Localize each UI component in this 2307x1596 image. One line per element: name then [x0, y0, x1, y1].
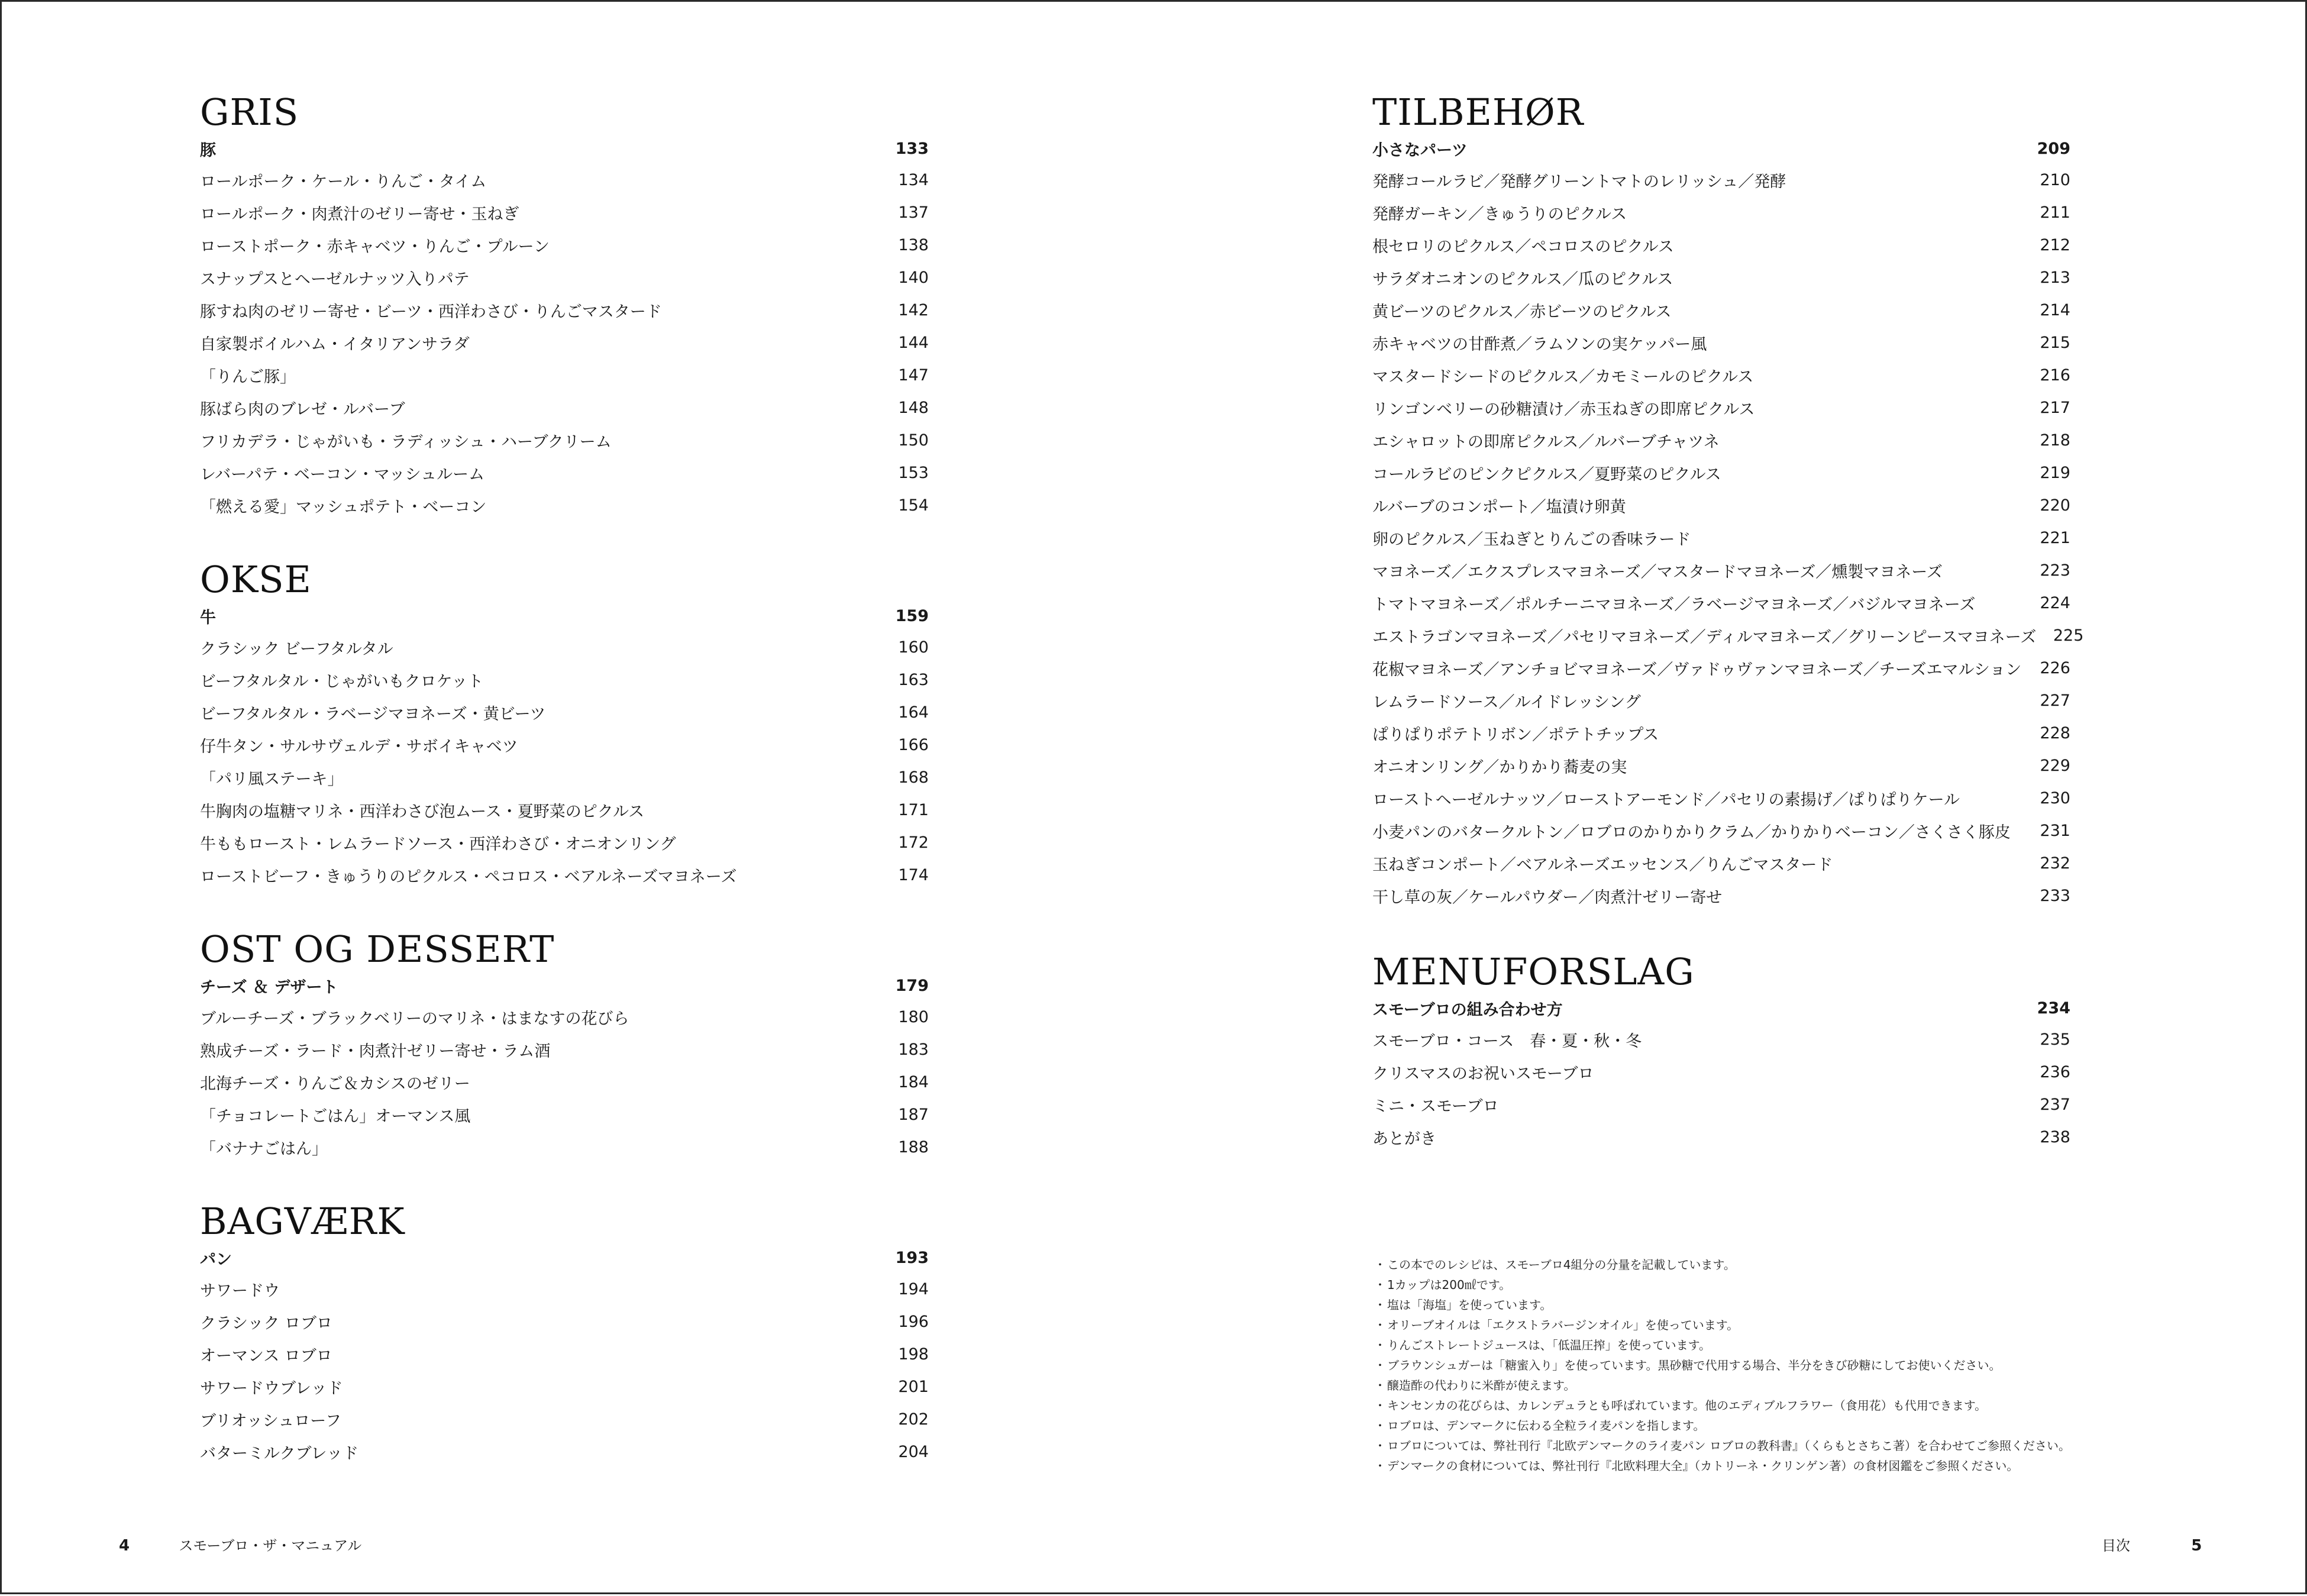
toc-entry	[200, 1403, 929, 1436]
entry-title: 豚ばら肉のブレゼ・ルバーブ	[200, 400, 405, 419]
page-number: 154	[898, 496, 929, 515]
note-text: 1カップは200㎖です。	[1387, 1278, 1511, 1292]
entry-title: サワードウ	[200, 1282, 280, 1300]
note-item	[1374, 1375, 2143, 1395]
section-subtitle: 豚	[200, 141, 216, 160]
page-number: 187	[898, 1106, 929, 1124]
entry-title: ローストヘーゼルナッツ／ローストアーモンド／パセリの素揚げ／ぱりぱりケール	[1372, 791, 1960, 809]
toc-section	[200, 92, 929, 522]
toc-entry	[1372, 457, 2070, 489]
entry-title: ミニ・スモーブロ	[1372, 1097, 1499, 1116]
page-number: 153	[898, 464, 929, 482]
bullet: ・	[1374, 1338, 1386, 1352]
section-title: TILBEHØR	[1372, 91, 1584, 134]
toc-section	[200, 1201, 929, 1468]
toc-entry	[200, 1306, 929, 1338]
toc-entry	[1372, 880, 2070, 912]
running-section-title: 目次	[2102, 1537, 2130, 1554]
page-number: 230	[2040, 789, 2070, 807]
toc-entry	[200, 359, 929, 392]
entry-title: ぱりぱりポテトリボン／ポテトチップス	[1372, 726, 1659, 744]
page-number: 238	[2040, 1128, 2070, 1146]
entry-title: コールラビのピンクピクルス／夏野菜のピクルス	[1372, 466, 1721, 484]
toc-entry	[1372, 749, 2070, 782]
note-text: オリーブオイルは「エクストラバージンオイル」を使っています。	[1387, 1318, 1739, 1332]
toc-entry	[1372, 359, 2070, 392]
toc-entry	[200, 327, 929, 359]
toc-section	[200, 559, 929, 891]
page-number: 150	[898, 431, 929, 450]
bullet: ・	[1374, 1459, 1386, 1473]
toc-entry	[200, 489, 929, 522]
page-number: 147	[898, 366, 929, 385]
toc-entry	[200, 294, 929, 327]
section-title: OKSE	[200, 558, 312, 601]
toc-entry	[1372, 847, 2070, 880]
entry-title: マヨネーズ／エクスプレスマヨネーズ／マスタードマヨネーズ／燻製マヨネーズ	[1372, 563, 1943, 581]
toc-entry	[1372, 392, 2070, 424]
entry-title: エシャロットの即席ピクルス／ルバーブチャツネ	[1372, 433, 1720, 451]
bullet: ・	[1374, 1439, 1386, 1453]
section-subtitle: 牛	[200, 608, 216, 627]
entry-title: 発酵ガーキン／きゅうりのピクルス	[1372, 205, 1627, 224]
entry-title: クラシック ビーフタルタル	[200, 640, 393, 658]
page-number: 214	[2040, 301, 2070, 319]
page-number-right: 5	[2191, 1537, 2202, 1555]
notes-list	[1374, 1255, 2143, 1476]
entry-title: 「りんご豚」	[200, 368, 296, 386]
note-text: デンマークの食材については、弊社刊行『北欧料理大全』（カトリーネ・クリンゲン著）の食材図鑑をご参照ください。	[1387, 1459, 2019, 1473]
page-number: 179	[895, 976, 929, 995]
entry-title: スナップスとヘーゼルナッツ入りパテ	[200, 270, 470, 289]
entry-title: レムラードソース／ルイドレッシング	[1372, 693, 1641, 712]
left-page	[2, 2, 1155, 1596]
toc-entry	[1372, 619, 2084, 652]
page-number: 133	[895, 139, 929, 158]
page-number: 159	[895, 606, 929, 625]
page-number: 211	[2040, 203, 2070, 222]
toc-entry	[1372, 782, 2070, 815]
note-item	[1374, 1335, 2143, 1355]
entry-title: 赤キャベツの甘酢煮／ラムソンの実ケッパー風	[1372, 335, 1707, 354]
page-number: 227	[2040, 692, 2070, 710]
entry-title: クリスマスのお祝いスモーブロ	[1372, 1065, 1594, 1083]
page-number: 213	[2040, 269, 2070, 287]
page-number: 233	[2040, 887, 2070, 905]
page-number: 142	[898, 301, 929, 319]
page-number: 201	[898, 1378, 929, 1396]
toc-entry	[200, 196, 929, 229]
entry-title: サワードウブレッド	[200, 1379, 343, 1398]
toc-entry	[200, 229, 929, 261]
entry-title: 「チョコレートごはん」オーマンス風	[200, 1107, 471, 1126]
toc-entry	[200, 826, 929, 859]
left-toc-column	[200, 92, 929, 1468]
page-number-left: 4	[119, 1537, 130, 1555]
note-item	[1374, 1275, 2143, 1295]
bullet: ・	[1374, 1419, 1386, 1433]
section-title: GRIS	[200, 91, 299, 134]
section-title: BAGVÆRK	[200, 1200, 405, 1243]
toc-entry	[1372, 522, 2070, 554]
toc-entry	[1372, 196, 2070, 229]
toc-entry	[1372, 294, 2070, 327]
toc-entry	[200, 261, 929, 294]
toc-entry	[200, 424, 929, 457]
toc-entry	[200, 664, 929, 696]
entry-title: ルバーブのコンポート／塩漬け卵黄	[1372, 498, 1626, 516]
toc-entry	[1372, 1056, 2070, 1088]
running-title: スモーブロ・ザ・マニュアル	[179, 1537, 362, 1554]
toc-entry	[1372, 587, 2070, 619]
bullet: ・	[1374, 1358, 1386, 1372]
toc-entry	[1372, 327, 2070, 359]
right-toc-column	[1372, 91, 2084, 1154]
section-subtitle-row	[1372, 993, 2070, 1023]
entry-title: 花椒マヨネーズ／アンチョビマヨネーズ／ヴァドゥヴァンマヨネーズ／チーズエマルション	[1372, 661, 2022, 679]
note-item	[1374, 1255, 2143, 1275]
entry-title: ビーフタルタル・じゃがいもクロケット	[200, 673, 484, 691]
entry-title: レバーパテ・ベーコン・マッシュルーム	[200, 466, 485, 484]
entry-title: 卵のピクルス／玉ねぎとりんごの香味ラード	[1372, 531, 1691, 549]
toc-entry	[1372, 815, 2070, 847]
page-number: 229	[2040, 757, 2070, 775]
toc-entry	[1372, 684, 2070, 717]
note-text: キンセンカの花びらは、カレンデュラとも呼ばれています。他のエディブルフラワー（食用花）も代用できます。	[1387, 1398, 1987, 1413]
toc-entry	[1372, 261, 2070, 294]
entry-title: ブルーチーズ・ブラックベリーのマリネ・はまなすの花びら	[200, 1010, 629, 1028]
entry-title: オニオンリング／かりかり蕎麦の実	[1372, 758, 1627, 777]
entry-title: 「パリ風ステーキ」	[200, 770, 344, 789]
page-number: 174	[898, 866, 929, 884]
entry-title: サラダオニオンのピクルス／瓜のピクルス	[1372, 270, 1673, 289]
entry-title: 豚すね肉のゼリー寄せ・ビーツ・西洋わさび・りんごマスタード	[200, 303, 662, 321]
toc-entry	[200, 1273, 929, 1306]
toc-entry	[1372, 424, 2070, 457]
toc-entry	[200, 164, 929, 196]
page-number: 202	[898, 1410, 929, 1429]
entry-title: あとがき	[1372, 1130, 1436, 1148]
toc-entry	[1372, 717, 2070, 749]
note-item	[1374, 1315, 2143, 1335]
page-number: 193	[895, 1248, 929, 1267]
toc-entry	[1372, 1023, 2070, 1056]
right-footer	[2102, 1537, 2202, 1555]
page-number: 218	[2040, 431, 2070, 450]
entry-title: 黄ビーツのピクルス／赤ビーツのピクルス	[1372, 303, 1672, 321]
entry-title: ローストビーフ・きゅうりのピクルス・ペコロス・ベアルネーズマヨネーズ	[200, 868, 737, 886]
entry-title: 北海チーズ・りんご＆カシスのゼリー	[200, 1075, 470, 1093]
entry-title: 自家製ボイルハム・イタリアンサラダ	[200, 335, 470, 354]
page-number: 148	[898, 399, 929, 417]
note-item	[1374, 1295, 2143, 1315]
toc-entry	[1372, 1088, 2070, 1121]
note-item	[1374, 1355, 2143, 1375]
entry-title: 牛胸肉の塩糖マリネ・西洋わさび泡ムース・夏野菜のピクルス	[200, 803, 645, 821]
entry-title: 発酵コールラビ／発酵グリーントマトのレリッシュ／発酵	[1372, 173, 1786, 191]
entry-title: 根セロリのピクルス／ペコロスのピクルス	[1372, 238, 1674, 256]
note-text: りんごストレートジュースは、「低温圧搾」を使っています。	[1387, 1338, 1711, 1352]
toc-entry	[200, 1436, 929, 1468]
toc-entry	[1372, 229, 2070, 261]
toc-entry	[200, 859, 929, 891]
page-number: 160	[898, 638, 929, 657]
page-number: 188	[898, 1138, 929, 1156]
page-number: 168	[898, 768, 929, 787]
toc-entry	[1372, 489, 2070, 522]
page-number: 215	[2040, 334, 2070, 352]
toc-entry	[200, 457, 929, 489]
toc-entry	[200, 1099, 929, 1131]
entry-title: スモーブロ・コース 春・夏・秋・冬	[1372, 1032, 1642, 1051]
section-subtitle: スモーブロの組み合わせ方	[1372, 1000, 1563, 1019]
section-subtitle-row	[200, 970, 929, 1001]
page-number: 180	[898, 1008, 929, 1026]
page-number: 144	[898, 334, 929, 352]
toc-entry	[200, 1338, 929, 1371]
toc-entry	[200, 631, 929, 664]
page-number: 163	[898, 671, 929, 689]
entry-title: 干し草の灰／ケールパウダー／肉煮汁ゼリー寄せ	[1372, 889, 1723, 907]
page-number: 231	[2040, 822, 2070, 840]
page-number: 225	[2053, 626, 2084, 645]
page-number: 172	[898, 833, 929, 852]
note-text: 醸造酢の代わりに米酢が使えます。	[1387, 1378, 1576, 1393]
left-footer	[119, 1537, 361, 1555]
note-item	[1374, 1456, 2143, 1476]
note-item	[1374, 1395, 2143, 1416]
page-number: 138	[898, 236, 929, 254]
page-number: 234	[2037, 999, 2070, 1017]
page-number: 217	[2040, 399, 2070, 417]
entry-title: 牛ももロースト・レムラードソース・西洋わさび・オニオンリング	[200, 835, 676, 854]
bullet: ・	[1374, 1298, 1386, 1312]
toc-entry	[200, 729, 929, 761]
entry-title: フリカデラ・じゃがいも・ラディッシュ・ハーブクリーム	[200, 433, 612, 451]
toc-entry	[1372, 1121, 2070, 1154]
page-number: 198	[898, 1345, 929, 1364]
entry-title: クラシック ロブロ	[200, 1314, 333, 1333]
note-text: この本でのレシピは、スモーブロ4組分の分量を記載しています。	[1387, 1258, 1736, 1272]
page-number: 184	[898, 1073, 929, 1091]
section-subtitle: チーズ ＆ デザート	[200, 978, 338, 997]
entry-title: ロールポーク・ケール・りんご・タイム	[200, 173, 487, 191]
page-number: 194	[898, 1280, 929, 1298]
toc-section	[200, 929, 929, 1164]
section-title: MENUFORSLAG	[1372, 950, 1695, 993]
note-text: ロブロは、デンマークに伝わる全粒ライ麦パンを指します。	[1387, 1419, 1705, 1433]
toc-entry	[200, 696, 929, 729]
note-item	[1374, 1416, 2143, 1436]
page-number: 221	[2040, 529, 2070, 547]
section-subtitle-row	[200, 1242, 929, 1273]
entry-title: リンゴンベリーの砂糖漬け／赤玉ねぎの即席ピクルス	[1372, 400, 1755, 419]
toc-entry	[200, 1371, 929, 1403]
entry-title: 「燃える愛」マッシュポテト・ベーコン	[200, 498, 487, 516]
section-subtitle: 小さなパーツ	[1372, 141, 1468, 160]
section-subtitle-row	[1372, 133, 2070, 164]
toc-entry	[1372, 164, 2070, 196]
note-text: 塩は「海塩」を使っています。	[1387, 1298, 1552, 1312]
page-number: 220	[2040, 496, 2070, 515]
toc-section	[1372, 91, 2084, 912]
toc-entry	[200, 794, 929, 826]
entry-title: エストラゴンマヨネーズ／パセリマヨネーズ／ディルマヨネーズ／グリーンピースマヨネーズ	[1372, 628, 2037, 647]
toc-section	[1372, 951, 2070, 1154]
entry-title: マスタードシードのピクルス／カモミールのピクルス	[1372, 368, 1754, 386]
page-number: 204	[898, 1443, 929, 1461]
page-number: 164	[898, 703, 929, 722]
entry-title: ローストポーク・赤キャベツ・りんご・プルーン	[200, 238, 550, 256]
toc-entry	[200, 1033, 929, 1066]
bullet: ・	[1374, 1278, 1386, 1292]
page-number: 140	[898, 269, 929, 287]
toc-entry	[200, 1066, 929, 1099]
note-item	[1374, 1436, 2143, 1456]
entry-title: バターミルクブレッド	[200, 1445, 359, 1463]
toc-entry	[200, 1131, 929, 1164]
page-number: 196	[898, 1313, 929, 1331]
page-number: 210	[2040, 171, 2070, 189]
section-subtitle: パン	[200, 1250, 232, 1269]
page-number: 212	[2040, 236, 2070, 254]
bullet: ・	[1374, 1258, 1386, 1272]
bullet: ・	[1374, 1398, 1386, 1413]
section-title: OST OG DESSERT	[200, 928, 555, 971]
note-text: ロブロについては、弊社刊行『北欧デンマークのライ麦パン ロブロの教科書』（くらもとさちこ著）を合わせてご参照ください。	[1387, 1439, 2070, 1453]
bullet: ・	[1374, 1378, 1386, 1393]
entry-title: 仔牛タン・サルサヴェルデ・サボイキャベツ	[200, 738, 518, 756]
page-number: 166	[898, 736, 929, 754]
entry-title: 玉ねぎコンポート／ベアルネーズエッセンス／りんごマスタード	[1372, 856, 1833, 874]
page-number: 224	[2040, 594, 2070, 612]
entry-title: ブリオッシュローフ	[200, 1412, 341, 1430]
toc-entry	[1372, 652, 2070, 684]
entry-title: ビーフタルタル・ラベージマヨネーズ・黄ビーツ	[200, 705, 546, 723]
page-number: 232	[2040, 854, 2070, 873]
entry-title: 熟成チーズ・ラード・肉煮汁ゼリー寄せ・ラム酒	[200, 1042, 551, 1061]
page-number: 171	[898, 801, 929, 819]
page-number: 236	[2040, 1063, 2070, 1081]
entry-title: トマトマヨネーズ／ポルチーニマヨネーズ／ラベージマヨネーズ／バジルマヨネーズ	[1372, 596, 1976, 614]
page-number: 183	[898, 1041, 929, 1059]
entry-title: オーマンス ロブロ	[200, 1347, 332, 1365]
bullet: ・	[1374, 1318, 1386, 1332]
page-number: 235	[2040, 1030, 2070, 1049]
note-text: ブラウンシュガーは「糖蜜入り」を使っています。黒砂糖で代用する場合、半分をきび砂糖にしてお使いください。	[1387, 1358, 2001, 1372]
page-number: 223	[2040, 561, 2070, 580]
toc-entry	[200, 761, 929, 794]
section-subtitle-row	[200, 133, 929, 164]
entry-title: 「バナナごはん」	[200, 1140, 328, 1158]
page-number: 134	[898, 171, 929, 189]
toc-entry	[200, 1001, 929, 1033]
page-number: 226	[2040, 659, 2070, 677]
toc-entry	[200, 392, 929, 424]
page-number: 228	[2040, 724, 2070, 742]
section-subtitle-row	[200, 600, 929, 631]
page-number: 219	[2040, 464, 2070, 482]
entry-title: ロールポーク・肉煮汁のゼリー寄せ・玉ねぎ	[200, 205, 519, 224]
toc-entry	[1372, 554, 2070, 587]
page-number: 209	[2037, 139, 2070, 158]
entry-title: 小麦パンのバタークルトン／ロブロのかりかりクラム／かりかりベーコン／さくさく豚皮	[1372, 823, 2011, 842]
page-number: 237	[2040, 1096, 2070, 1114]
page-number: 216	[2040, 366, 2070, 385]
page-number: 137	[898, 203, 929, 222]
